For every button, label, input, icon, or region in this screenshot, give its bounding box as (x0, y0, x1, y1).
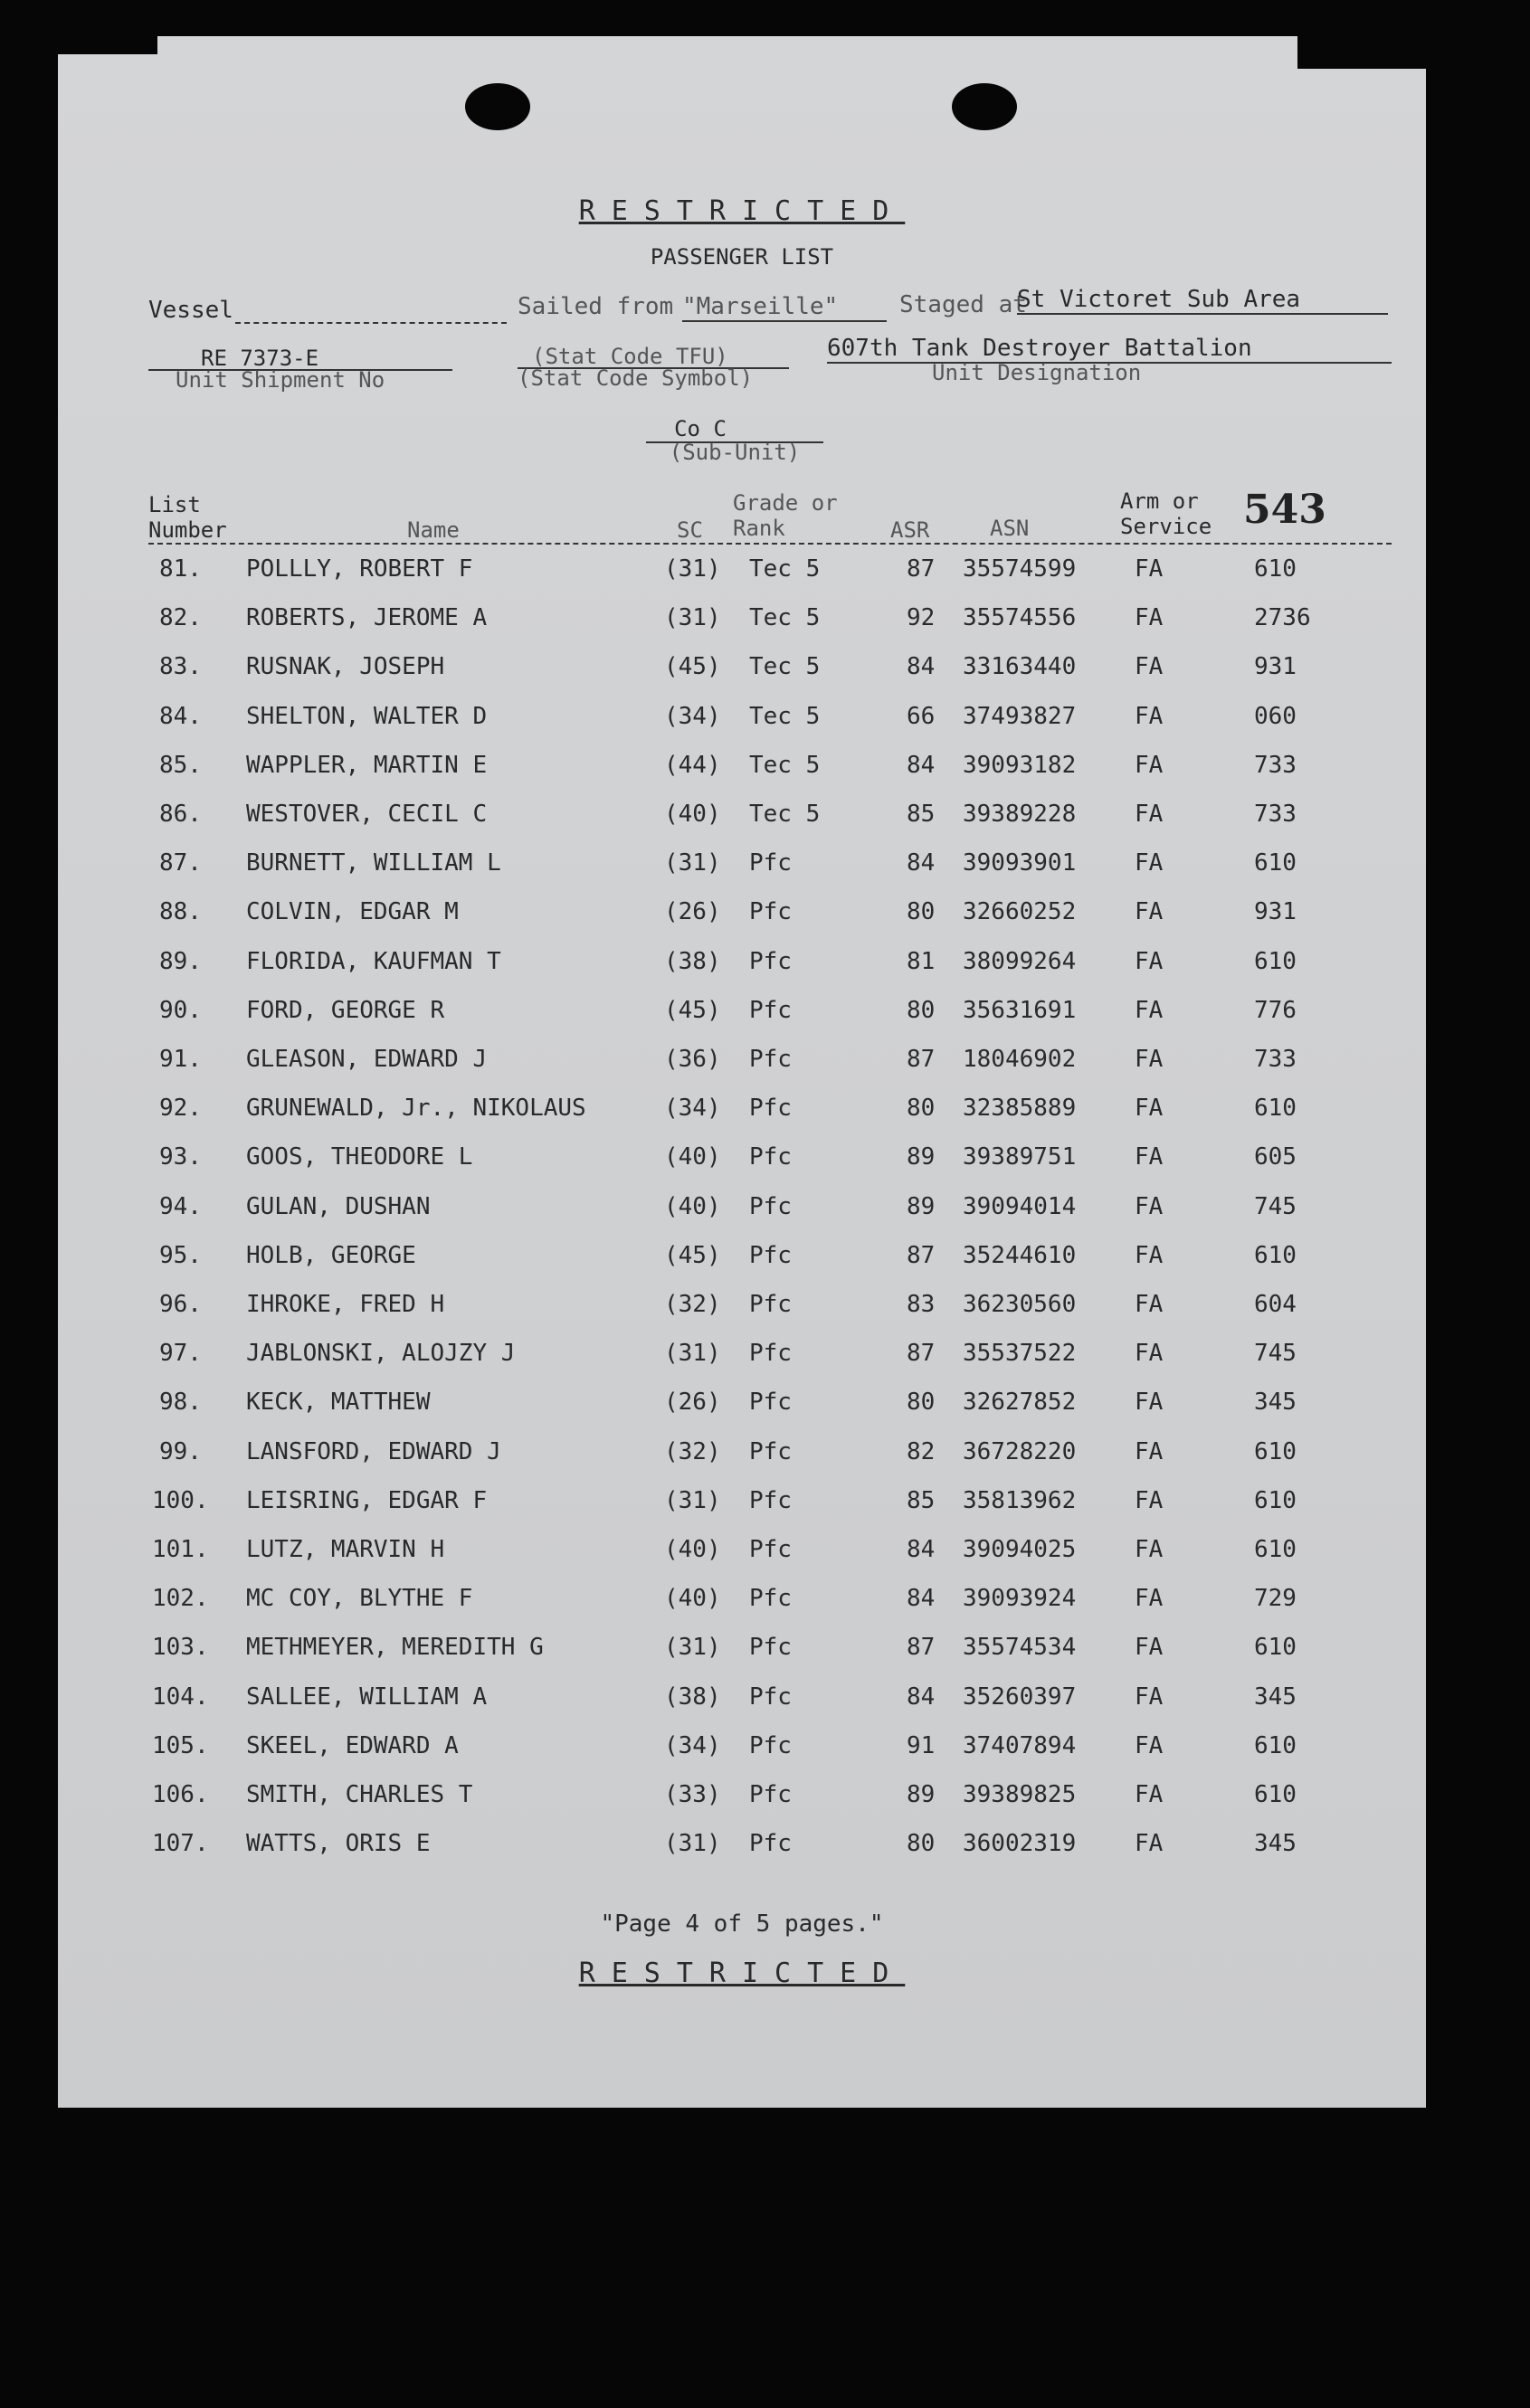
row-sc: (31) (664, 849, 721, 877)
col-grade-or: Grade or (733, 490, 838, 516)
row-asn: 36002319 (963, 1830, 1077, 1858)
row-sc: (31) (664, 1634, 721, 1662)
row-sc: (34) (664, 1731, 721, 1759)
row-arm: FA (1135, 801, 1164, 828)
row-sc: (33) (664, 1781, 721, 1808)
row-asn: 35537522 (963, 1340, 1077, 1368)
row-arm: FA (1135, 1095, 1164, 1123)
row-name: HOLB, GEORGE (246, 1241, 416, 1269)
row-sc: (44) (664, 751, 721, 779)
stat-code-label: (Stat Code Symbol) (518, 365, 754, 391)
row-rank: Pfc (749, 898, 792, 926)
row-rank: Pfc (749, 1437, 792, 1465)
row-code: 733 (1254, 751, 1297, 779)
row-arm: FA (1135, 1634, 1164, 1662)
row-code: 745 (1254, 1340, 1297, 1368)
table-row (58, 1683, 1426, 1720)
row-number: 103. (152, 1634, 209, 1662)
row-rank: Pfc (749, 1585, 792, 1613)
row-number: 94. (159, 1192, 202, 1220)
row-number: 87. (159, 849, 202, 877)
row-rank: Pfc (749, 1046, 792, 1073)
row-rank: Pfc (749, 1731, 792, 1759)
row-asr: 87 (907, 1634, 936, 1662)
row-number: 88. (159, 898, 202, 926)
row-asn: 39389751 (963, 1143, 1077, 1171)
row-asn: 35631691 (963, 996, 1077, 1024)
row-name: WATTS, ORIS E (246, 1830, 431, 1858)
row-rank: Pfc (749, 1830, 792, 1858)
row-name: RUSNAK, JOSEPH (246, 653, 445, 681)
row-number: 96. (159, 1291, 202, 1318)
row-asr: 85 (907, 1486, 936, 1514)
torn-edge (1297, 36, 1426, 69)
row-number: 83. (159, 653, 202, 681)
row-asr: 87 (907, 1046, 936, 1073)
row-arm: FA (1135, 1046, 1164, 1073)
row-number: 106. (152, 1781, 209, 1808)
row-asr: 89 (907, 1781, 936, 1808)
row-name: POLLLY, ROBERT F (246, 555, 473, 583)
row-name: JABLONSKI, ALOJZY J (246, 1340, 516, 1368)
table-row (58, 1585, 1426, 1621)
row-rank: Pfc (749, 1291, 792, 1318)
header-rule (148, 543, 1392, 545)
row-name: METHMEYER, MEREDITH G (246, 1634, 544, 1662)
row-asr: 92 (907, 604, 936, 632)
sub-unit-label: (Sub-Unit) (669, 440, 801, 465)
row-name: ROBERTS, JEROME A (246, 604, 488, 632)
document-page (58, 36, 1426, 2108)
row-number: 85. (159, 751, 202, 779)
row-name: IHROKE, FRED H (246, 1291, 445, 1318)
row-rank: Pfc (749, 1143, 792, 1171)
row-sc: (36) (664, 1046, 721, 1073)
row-code: 610 (1254, 849, 1297, 877)
row-sc: (31) (664, 555, 721, 583)
row-rank: Tec 5 (749, 801, 821, 828)
table-row (58, 1781, 1426, 1817)
row-name: SALLEE, WILLIAM A (246, 1683, 488, 1711)
sailed-from-underline (682, 320, 887, 322)
col-name: Name (407, 517, 460, 543)
col-number: Number (148, 517, 227, 543)
row-sc: (38) (664, 947, 721, 975)
table-row (58, 1487, 1426, 1523)
row-name: LUTZ, MARVIN H (246, 1536, 445, 1563)
row-name: KECK, MATTHEW (246, 1389, 431, 1417)
row-name: WESTOVER, CECIL C (246, 801, 488, 828)
col-asn: ASN (990, 516, 1030, 541)
row-asr: 91 (907, 1731, 936, 1759)
row-arm: FA (1135, 1731, 1164, 1759)
row-asr: 84 (907, 1536, 936, 1563)
row-rank: Pfc (749, 996, 792, 1024)
row-asr: 80 (907, 1830, 936, 1858)
row-sc: (31) (664, 604, 721, 632)
unit-shipment-label: Unit Shipment No (176, 367, 385, 393)
row-code: 605 (1254, 1143, 1297, 1171)
row-name: SKEEL, EDWARD A (246, 1731, 459, 1759)
row-number: 97. (159, 1340, 202, 1368)
table-row (58, 849, 1426, 886)
row-rank: Tec 5 (749, 751, 821, 779)
row-arm: FA (1135, 604, 1164, 632)
row-arm: FA (1135, 1241, 1164, 1269)
row-asn: 35574534 (963, 1634, 1077, 1662)
row-code: 610 (1254, 1536, 1297, 1563)
row-code: 733 (1254, 1046, 1297, 1073)
row-code: 931 (1254, 898, 1297, 926)
row-asr: 81 (907, 947, 936, 975)
staged-at-label: Staged at (899, 291, 1027, 318)
row-asn: 38099264 (963, 947, 1077, 975)
row-name: GLEASON, EDWARD J (246, 1046, 488, 1073)
row-sc: (32) (664, 1291, 721, 1318)
table-row (58, 752, 1426, 788)
vessel-label: Vessel (148, 297, 233, 324)
row-asr: 80 (907, 996, 936, 1024)
row-asr: 84 (907, 751, 936, 779)
row-number: 107. (152, 1830, 209, 1858)
row-asn: 39093924 (963, 1585, 1077, 1613)
col-service: Service (1120, 514, 1212, 539)
row-asn: 39094025 (963, 1536, 1077, 1563)
row-rank: Pfc (749, 849, 792, 877)
row-rank: Pfc (749, 1095, 792, 1123)
vessel-blank (235, 322, 507, 324)
row-number: 84. (159, 702, 202, 730)
sub-unit-value: Co C (674, 416, 727, 441)
row-asn: 39094014 (963, 1192, 1077, 1220)
row-sc: (45) (664, 996, 721, 1024)
row-arm: FA (1135, 1340, 1164, 1368)
row-asr: 84 (907, 1585, 936, 1613)
col-list: List (148, 492, 201, 517)
row-arm: FA (1135, 1291, 1164, 1318)
row-code: 610 (1254, 555, 1297, 583)
row-arm: FA (1135, 1143, 1164, 1171)
unit-designation-value: 607th Tank Destroyer Battalion (827, 335, 1252, 362)
row-sc: (31) (664, 1486, 721, 1514)
sailed-from-value: "Marseille" (682, 293, 839, 320)
table-row (58, 1389, 1426, 1425)
row-asr: 80 (907, 898, 936, 926)
table-row (58, 1291, 1426, 1327)
table-row (58, 948, 1426, 984)
row-rank: Pfc (749, 1634, 792, 1662)
row-arm: FA (1135, 1683, 1164, 1711)
stat-code-value: (Stat Code TFU) (532, 344, 728, 369)
page-stamp-number: 543 (1243, 487, 1326, 533)
row-sc: (32) (664, 1437, 721, 1465)
row-asr: 89 (907, 1143, 936, 1171)
table-row (58, 1242, 1426, 1278)
row-arm: FA (1135, 751, 1164, 779)
row-asn: 39389825 (963, 1781, 1077, 1808)
table-row (58, 1634, 1426, 1670)
unit-shipment-value: RE 7373-E (201, 346, 319, 371)
table-row (58, 604, 1426, 640)
row-code: 604 (1254, 1291, 1297, 1318)
row-number: 81. (159, 555, 202, 583)
row-sc: (26) (664, 1389, 721, 1417)
col-asr: ASR (890, 517, 930, 543)
row-code: 060 (1254, 702, 1297, 730)
row-rank: Pfc (749, 1781, 792, 1808)
row-rank: Pfc (749, 1486, 792, 1514)
row-arm: FA (1135, 1781, 1164, 1808)
row-sc: (26) (664, 898, 721, 926)
row-rank: Tec 5 (749, 653, 821, 681)
row-name: GOOS, THEODORE L (246, 1143, 473, 1171)
row-asr: 82 (907, 1437, 936, 1465)
row-number: 89. (159, 947, 202, 975)
punch-hole (465, 83, 530, 130)
row-asn: 35574556 (963, 604, 1077, 632)
table-row (58, 1095, 1426, 1131)
row-code: 345 (1254, 1683, 1297, 1711)
row-asn: 37407894 (963, 1731, 1077, 1759)
row-rank: Tec 5 (749, 604, 821, 632)
row-asn: 36230560 (963, 1291, 1077, 1318)
row-asn: 35574599 (963, 555, 1077, 583)
row-code: 931 (1254, 653, 1297, 681)
row-number: 98. (159, 1389, 202, 1417)
row-asn: 32627852 (963, 1389, 1077, 1417)
row-code: 610 (1254, 1486, 1297, 1514)
row-code: 745 (1254, 1192, 1297, 1220)
row-number: 92. (159, 1095, 202, 1123)
row-number: 101. (152, 1536, 209, 1563)
staged-at-underline (1017, 313, 1388, 315)
staged-at-value: St Victoret Sub Area (1017, 286, 1301, 313)
row-arm: FA (1135, 653, 1164, 681)
row-arm: FA (1135, 702, 1164, 730)
table-row (58, 1438, 1426, 1474)
row-arm: FA (1135, 1830, 1164, 1858)
table-row (58, 1143, 1426, 1180)
row-arm: FA (1135, 996, 1164, 1024)
row-arm: FA (1135, 555, 1164, 583)
punch-hole (952, 83, 1017, 130)
row-asn: 18046902 (963, 1046, 1077, 1073)
row-name: FORD, GEORGE R (246, 996, 445, 1024)
page-note: "Page 4 of 5 pages." (600, 1910, 884, 1938)
row-number: 104. (152, 1683, 209, 1711)
row-sc: (40) (664, 1585, 721, 1613)
row-name: GULAN, DUSHAN (246, 1192, 431, 1220)
table-row (58, 1536, 1426, 1572)
table-row (58, 1046, 1426, 1082)
row-asn: 35244610 (963, 1241, 1077, 1269)
sailed-from-label: Sailed from (518, 293, 674, 320)
row-arm: FA (1135, 1536, 1164, 1563)
row-arm: FA (1135, 947, 1164, 975)
row-name: GRUNEWALD, Jr., NIKOLAUS (246, 1095, 586, 1123)
row-rank: Tec 5 (749, 702, 821, 730)
restricted-header: RESTRICTED (578, 195, 906, 227)
unit-designation-label: Unit Designation (932, 360, 1142, 385)
row-asn: 32660252 (963, 898, 1077, 926)
row-code: 610 (1254, 1437, 1297, 1465)
row-code: 610 (1254, 1095, 1297, 1123)
row-arm: FA (1135, 1437, 1164, 1465)
row-sc: (40) (664, 801, 721, 828)
row-code: 610 (1254, 1634, 1297, 1662)
row-asr: 87 (907, 555, 936, 583)
row-asn: 39389228 (963, 801, 1077, 828)
row-arm: FA (1135, 898, 1164, 926)
row-code: 776 (1254, 996, 1297, 1024)
table-row (58, 1830, 1426, 1866)
row-name: BURNETT, WILLIAM L (246, 849, 501, 877)
row-rank: Pfc (749, 1536, 792, 1563)
row-asn: 37493827 (963, 702, 1077, 730)
row-code: 610 (1254, 1241, 1297, 1269)
row-asn: 33163440 (963, 653, 1077, 681)
table-row (58, 703, 1426, 739)
row-number: 95. (159, 1241, 202, 1269)
row-asr: 89 (907, 1192, 936, 1220)
row-asn: 39093901 (963, 849, 1077, 877)
row-code: 2736 (1254, 604, 1311, 632)
row-asr: 83 (907, 1291, 936, 1318)
row-asr: 66 (907, 702, 936, 730)
row-name: LANSFORD, EDWARD J (246, 1437, 501, 1465)
row-asr: 84 (907, 1683, 936, 1711)
restricted-footer: RESTRICTED (578, 1958, 906, 1989)
row-sc: (38) (664, 1683, 721, 1711)
row-asr: 84 (907, 849, 936, 877)
row-asn: 35260397 (963, 1683, 1077, 1711)
row-arm: FA (1135, 1389, 1164, 1417)
row-rank: Tec 5 (749, 555, 821, 583)
passenger-list-title: PASSENGER LIST (650, 244, 834, 270)
row-code: 610 (1254, 1731, 1297, 1759)
row-sc: (34) (664, 702, 721, 730)
col-sc: SC (677, 517, 703, 543)
row-code: 729 (1254, 1585, 1297, 1613)
row-name: WAPPLER, MARTIN E (246, 751, 488, 779)
row-sc: (31) (664, 1830, 721, 1858)
row-sc: (40) (664, 1192, 721, 1220)
table-row (58, 801, 1426, 837)
row-code: 610 (1254, 947, 1297, 975)
row-asr: 87 (907, 1241, 936, 1269)
col-rank: Rank (733, 516, 785, 541)
row-rank: Pfc (749, 1340, 792, 1368)
row-number: 82. (159, 604, 202, 632)
row-number: 100. (152, 1486, 209, 1514)
row-number: 105. (152, 1731, 209, 1759)
row-rank: Pfc (749, 1389, 792, 1417)
row-sc: (40) (664, 1143, 721, 1171)
row-asn: 36728220 (963, 1437, 1077, 1465)
row-number: 102. (152, 1585, 209, 1613)
row-name: FLORIDA, KAUFMAN T (246, 947, 501, 975)
table-row (58, 898, 1426, 934)
row-arm: FA (1135, 849, 1164, 877)
row-arm: FA (1135, 1585, 1164, 1613)
row-code: 610 (1254, 1781, 1297, 1808)
row-sc: (45) (664, 1241, 721, 1269)
row-asr: 84 (907, 653, 936, 681)
row-rank: Pfc (749, 947, 792, 975)
row-code: 345 (1254, 1389, 1297, 1417)
table-row (58, 1340, 1426, 1376)
row-asr: 80 (907, 1389, 936, 1417)
row-sc: (31) (664, 1340, 721, 1368)
row-name: SMITH, CHARLES T (246, 1781, 473, 1808)
row-rank: Pfc (749, 1241, 792, 1269)
table-row (58, 1193, 1426, 1229)
row-name: COLVIN, EDGAR M (246, 898, 459, 926)
row-asr: 85 (907, 801, 936, 828)
row-number: 91. (159, 1046, 202, 1073)
row-sc: (40) (664, 1536, 721, 1563)
table-row (58, 997, 1426, 1033)
row-name: SHELTON, WALTER D (246, 702, 488, 730)
col-arm-or: Arm or (1120, 488, 1199, 514)
table-row (58, 1732, 1426, 1768)
row-asn: 39093182 (963, 751, 1077, 779)
row-number: 90. (159, 996, 202, 1024)
row-sc: (45) (664, 653, 721, 681)
row-asr: 80 (907, 1095, 936, 1123)
row-asn: 35813962 (963, 1486, 1077, 1514)
table-row (58, 555, 1426, 592)
row-arm: FA (1135, 1192, 1164, 1220)
row-asr: 87 (907, 1340, 936, 1368)
row-code: 733 (1254, 801, 1297, 828)
table-row (58, 653, 1426, 689)
row-sc: (34) (664, 1095, 721, 1123)
torn-edge (58, 36, 157, 54)
row-rank: Pfc (749, 1192, 792, 1220)
row-arm: FA (1135, 1486, 1164, 1514)
row-rank: Pfc (749, 1683, 792, 1711)
row-name: LEISRING, EDGAR F (246, 1486, 488, 1514)
row-asn: 32385889 (963, 1095, 1077, 1123)
row-number: 93. (159, 1143, 202, 1171)
row-number: 99. (159, 1437, 202, 1465)
row-number: 86. (159, 801, 202, 828)
row-code: 345 (1254, 1830, 1297, 1858)
row-name: MC COY, BLYTHE F (246, 1585, 473, 1613)
